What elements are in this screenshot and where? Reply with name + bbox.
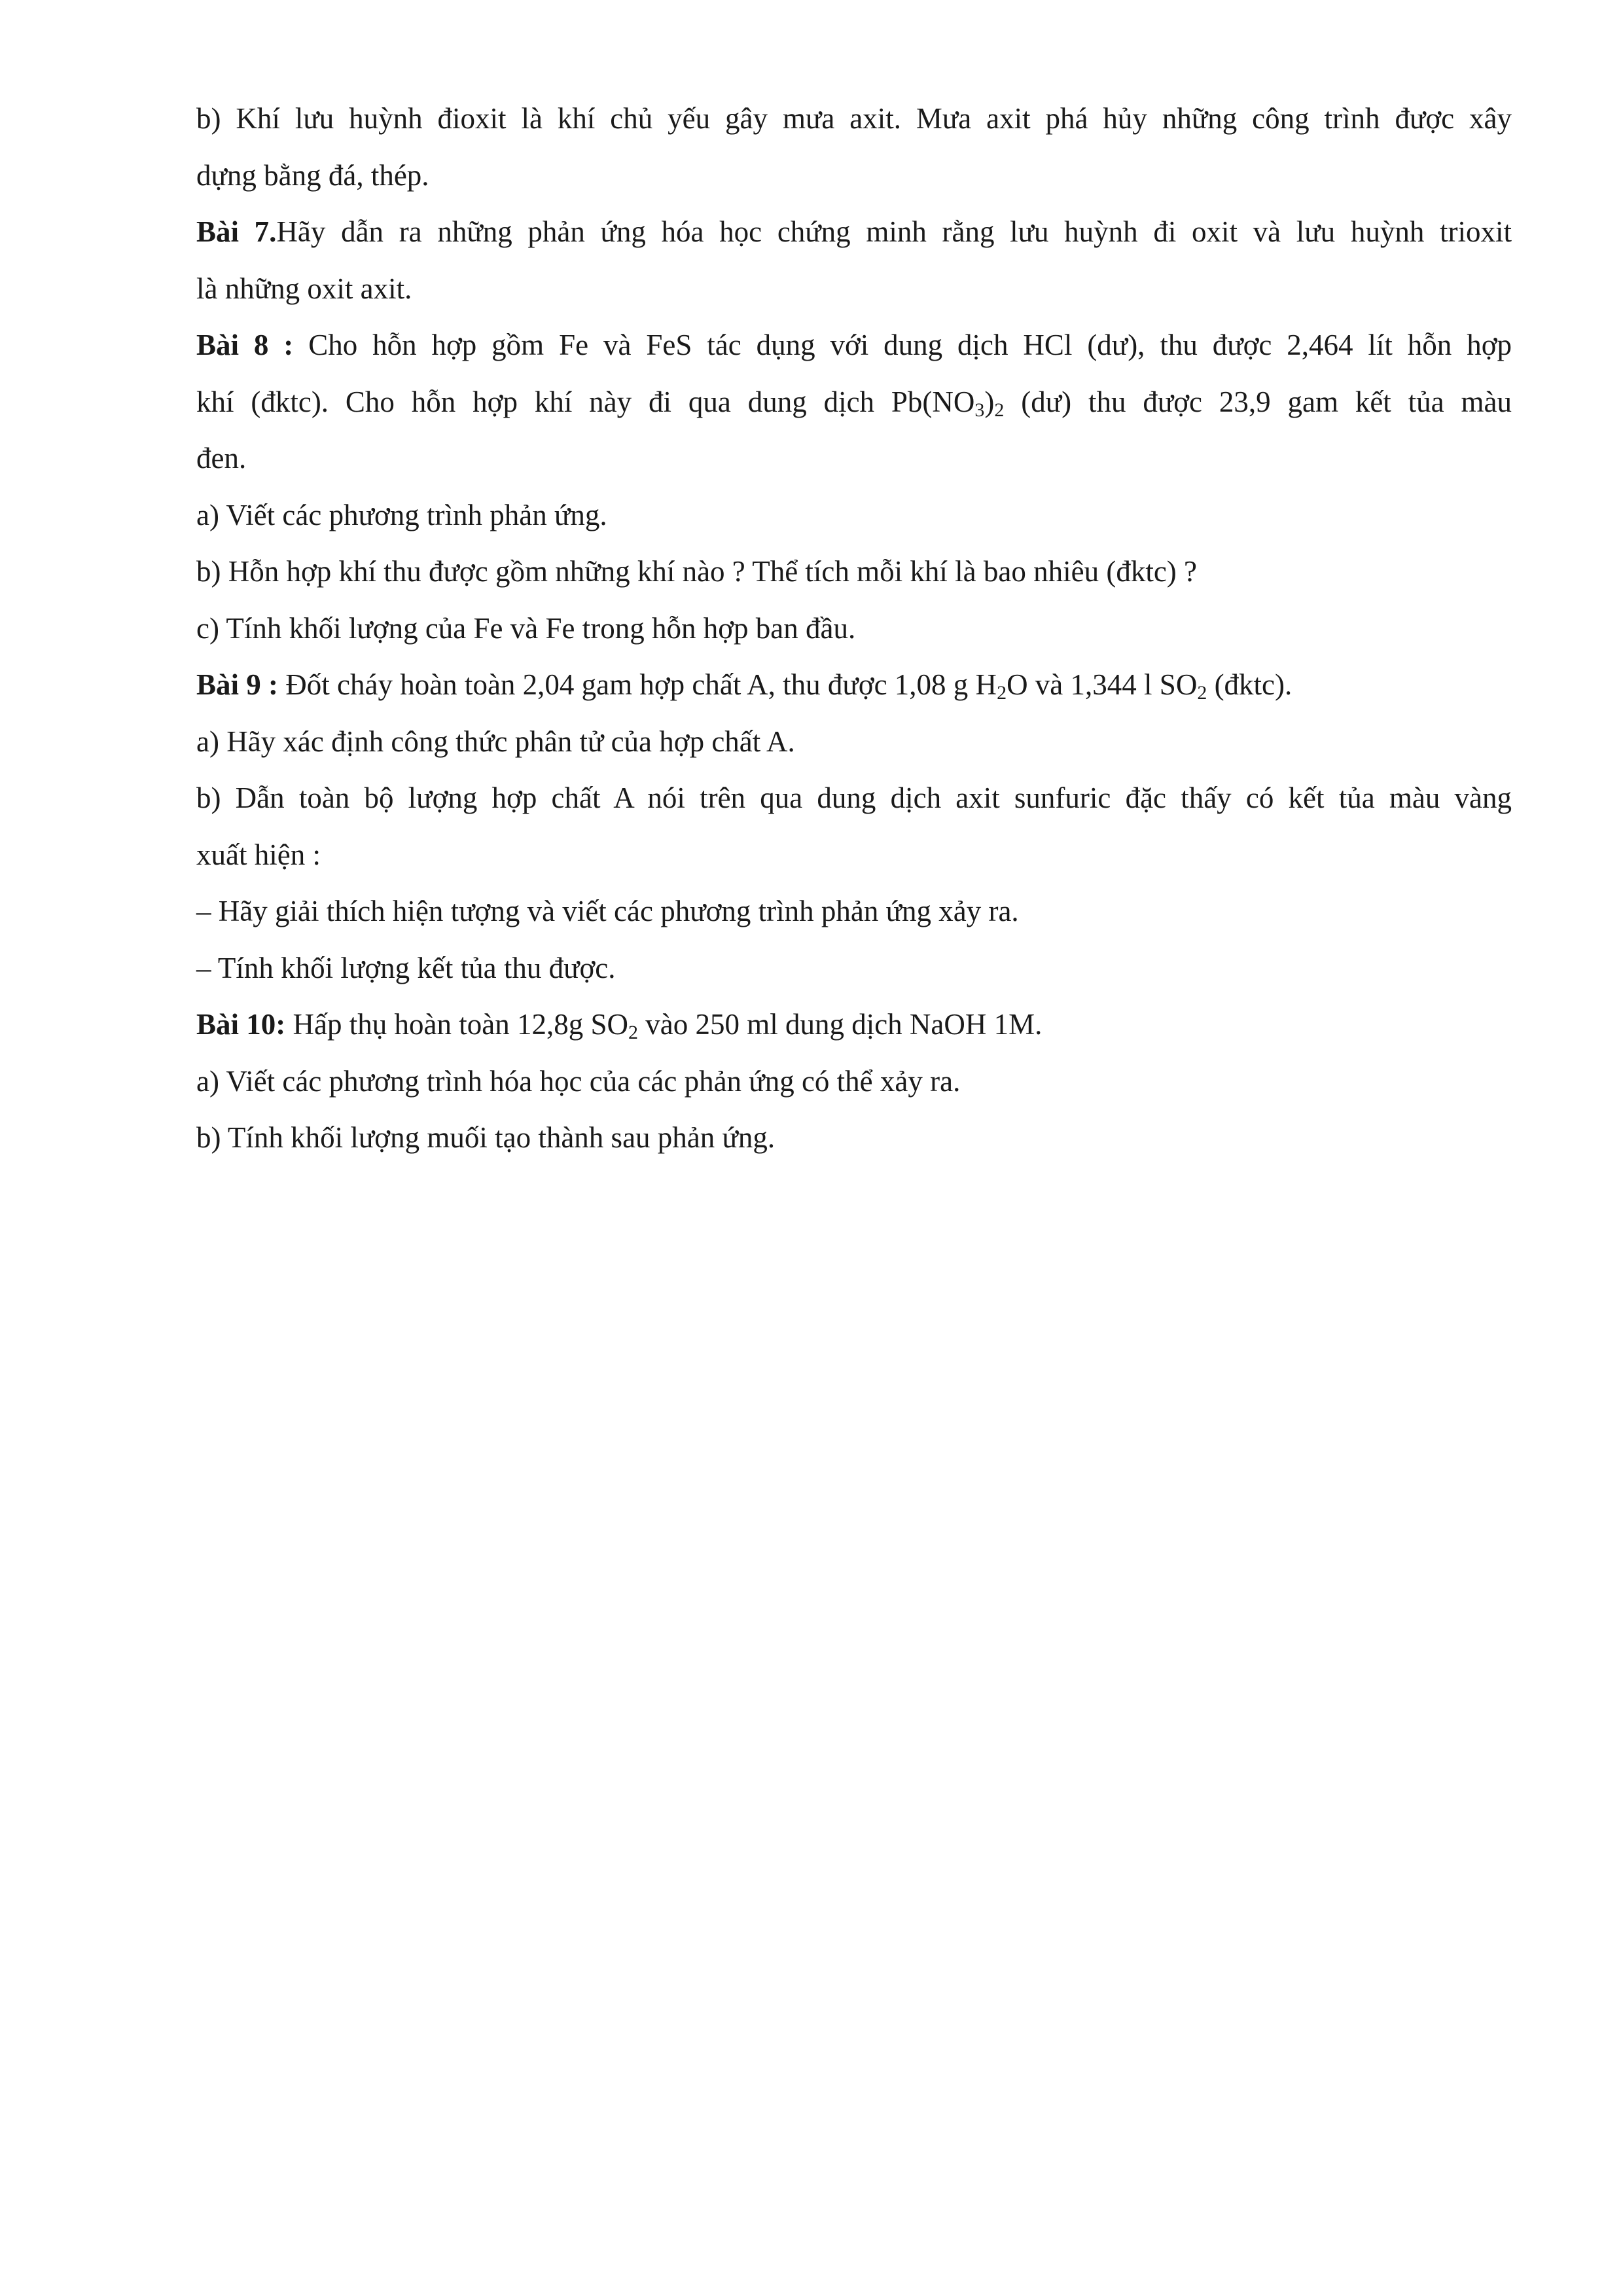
- text-line-l16: [196, 940, 1512, 997]
- text-segment: ): [984, 385, 995, 418]
- text-line-l13: [196, 770, 1512, 827]
- text-segment: dựng bằng đá, thép.: [196, 158, 429, 192]
- document-page: [196, 90, 1512, 1166]
- text-segment: khí (đktc). Cho hỗn hợp khí này đi qua dung dịch Pb(NO: [196, 385, 975, 418]
- subscript: 3: [974, 399, 985, 421]
- text-line-l7: [196, 430, 1512, 487]
- text-segment: c) Tính khối lượng của Fe và Fe trong hỗn hợp ban đầu.: [196, 611, 856, 645]
- text-line-l17: [196, 996, 1512, 1053]
- exercise-label: Bài 8 :: [196, 329, 294, 361]
- text-segment: O và 1,344 l SO: [1007, 668, 1198, 701]
- text-segment: b) Hỗn hợp khí thu được gồm những khí nào ? Thể tích mỗi khí là bao nhiêu (đktc) ?: [196, 555, 1198, 588]
- text-segment: – Hãy giải thích hiện tượng và viết các phương trình phản ứng xảy ra.: [196, 895, 1019, 927]
- text-line-l4: [196, 260, 1512, 317]
- subscript: 2: [628, 1022, 638, 1043]
- exercise-label: Bài 9 :: [196, 668, 279, 701]
- text-line-l15: [196, 883, 1512, 940]
- text-line-l6: [196, 374, 1512, 431]
- text-segment: a) Hãy xác định công thức phân tử của hợp chất A.: [196, 725, 795, 758]
- text-segment: vào 250 ml dung dịch NaOH 1M.: [637, 1008, 1043, 1041]
- text-line-l3: [196, 204, 1512, 260]
- text-line-l12: [196, 713, 1512, 770]
- text-segment: Hãy dẫn ra những phản ứng hóa học chứng minh rằng lưu huỳnh đi oxit và lưu huỳnh trioxit: [276, 215, 1512, 248]
- text-line-l18: [196, 1053, 1512, 1110]
- text-segment: b) Tính khối lượng muối tạo thành sau phản ứng.: [196, 1121, 776, 1154]
- text-segment: (đktc).: [1207, 668, 1293, 701]
- text-line-l11: [196, 656, 1512, 713]
- text-segment: b) Khí lưu huỳnh đioxit là khí chủ yếu gây mưa axit. Mưa axit phá hủy những công trình được xây: [196, 102, 1512, 135]
- text-segment: là những oxit axit.: [196, 272, 412, 305]
- text-segment: – Tính khối lượng kết tủa thu được.: [196, 951, 616, 984]
- text-segment: Đốt cháy hoàn toàn 2,04 gam hợp chất A, thu được 1,08 g H: [278, 668, 997, 701]
- exercise-label: Bài 7.: [196, 215, 277, 248]
- text-segment: (dư) thu được 23,9 gam kết tủa màu: [1004, 385, 1512, 418]
- exercise-label: Bài 10:: [196, 1008, 286, 1041]
- text-line-l9: [196, 543, 1512, 600]
- text-segment: a) Viết các phương trình hóa học của các phản ứng có thể xảy ra.: [196, 1064, 961, 1098]
- text-line-l10: [196, 600, 1512, 657]
- text-segment: Cho hỗn hợp gồm Fe và FeS tác dụng với dung dịch HCl (dư), thu được 2,464 lít hỗn hợp: [293, 329, 1512, 361]
- subscript: 2: [1197, 682, 1207, 704]
- text-line-l2: [196, 147, 1512, 204]
- text-line-l8: [196, 487, 1512, 544]
- subscript: 2: [997, 682, 1007, 704]
- text-segment: xuất hiện :: [196, 838, 321, 871]
- text-line-l19: [196, 1109, 1512, 1166]
- text-segment: đen.: [196, 442, 247, 475]
- text-segment: Hấp thụ hoàn toàn 12,8g SO: [285, 1008, 628, 1041]
- subscript: 2: [994, 399, 1005, 421]
- text-line-l5: [196, 317, 1512, 374]
- text-segment: b) Dẫn toàn bộ lượng hợp chất A nói trên qua dung dịch axit sunfuric đặc thấy có kết tủa màu vàng: [196, 781, 1512, 814]
- text-line-l1: [196, 90, 1512, 147]
- text-line-l14: [196, 827, 1512, 884]
- text-segment: a) Viết các phương trình phản ứng.: [196, 498, 607, 531]
